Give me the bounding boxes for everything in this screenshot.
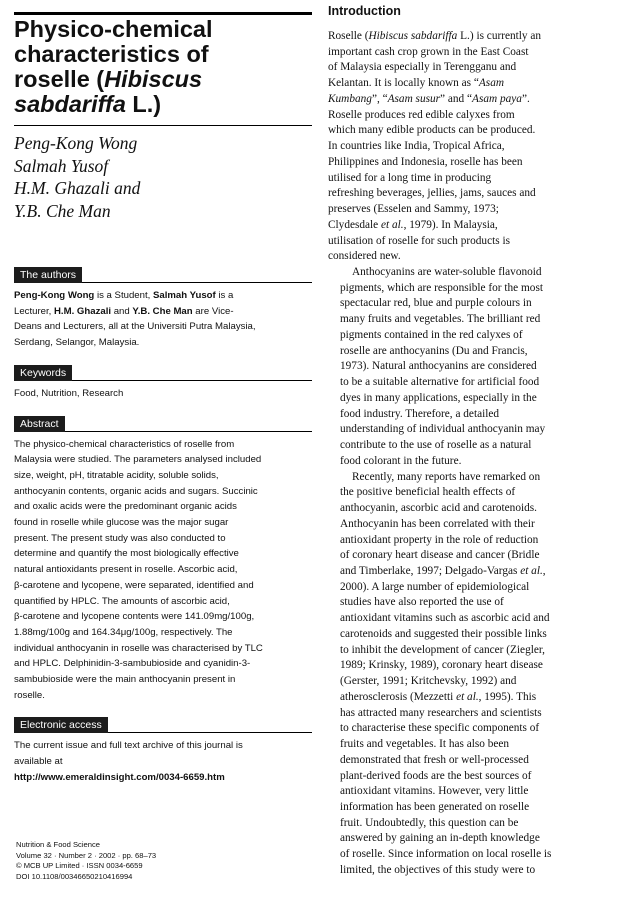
electronic-access-heading-bar (14, 717, 312, 733)
section-heading: Electronic access (14, 717, 108, 733)
abstract-line: β-carotene and lycopene, were separated, identified and (14, 579, 254, 591)
introduction-line: which many edible products can be produced. (328, 124, 536, 137)
article-title-block (14, 12, 312, 126)
introduction-line: and Timberlake, 1997; Delgado-Vargas et al., (340, 564, 546, 577)
introduction-line: dyes in many applications, especially in the (340, 391, 537, 404)
introduction-line: important cash crop grown in the East Coast (328, 45, 529, 58)
introduction-line: food colorant in the future. (340, 454, 462, 467)
introduction-line: many fruits and vegetables. The brilliant red (340, 313, 541, 326)
introduction-line: to be a suitable alternative for artificial food (340, 376, 540, 389)
introduction-line: considered new. (328, 250, 401, 263)
authors-bio-line: Lecturer, H.M. Ghazali and Y.B. Che Man are Vice- (14, 305, 234, 317)
introduction-line: limited, the objectives of this study were to (340, 863, 536, 876)
section-rule (82, 267, 312, 283)
journal-url-link[interactable]: http://www.emeraldinsight.com/0034-6659.htm (14, 771, 225, 783)
introduction-line: plant-derived foods are the best sources of (340, 769, 532, 782)
introduction-line: 1989; Krinsky, 1989), coronary heart disease (340, 659, 543, 672)
section-heading: The authors (14, 267, 82, 283)
section-rule (65, 416, 312, 432)
introduction-line: 1973). Natural anthocyanins are considered (340, 360, 537, 373)
left-column (14, 12, 312, 786)
introduction-line: fruit. Undoubtedly, this question can be (340, 816, 519, 829)
right-column (328, 4, 624, 879)
introduction-line: antioxidant property in the role of reduction (340, 533, 539, 546)
authors-bio-line: Serdang, Selangor, Malaysia. (14, 337, 140, 349)
introduction-line: carotenoids and suggested their possible links (340, 627, 547, 640)
introduction-line: preserves (Esselen and Sammy, 1973; (328, 203, 499, 216)
title-line: characteristics of (14, 41, 209, 67)
introduction-line: contribute to the use of roselle as a natural (340, 439, 532, 452)
abstract-text (14, 437, 312, 704)
introduction-line: atherosclerosis (Mezzetti et al., 1995). This (340, 690, 537, 703)
article-title (14, 17, 312, 117)
introduction-line: Anthocyanins are water-soluble flavonoid (352, 266, 542, 279)
introduction-line: the positive beneficial health effects of (340, 486, 516, 499)
author-name: H.M. Ghazali and (14, 178, 141, 198)
footer-line: Nutrition & Food Science (16, 840, 100, 849)
introduction-line: roselle are anthocyanins (Du and Francis, (340, 344, 528, 357)
title-line: Physico-chemical (14, 16, 213, 42)
footer-line: © MCB UP Limited · ISSN 0034-6659 (16, 861, 143, 870)
title-species-genus: Hibiscus (104, 66, 203, 92)
introduction-heading: Introduction (328, 4, 401, 18)
abstract-heading-bar (14, 416, 312, 432)
introduction-line: answered by gaining an in-depth knowledge (340, 832, 540, 845)
authors-bio-line: Peng-Kong Wong is a Student, Salmah Yusof is a (14, 290, 234, 301)
introduction-line: Philippines and Indonesia, roselle has been (328, 155, 523, 168)
introduction-line: food industry. Therefore, a detailed (340, 407, 500, 420)
abstract-line: individual anthocyanin in roselle was characterised by TLC (14, 642, 263, 654)
access-line: The current issue and full text archive of this journal is (14, 740, 243, 752)
footer-line: Volume 32 · Number 2 · 2002 · pp. 68–73 (16, 850, 157, 860)
abstract-line: sambubioside were the main anthocyanin present in (14, 674, 236, 686)
introduction-line: Kelantan. It is locally known as “Asam (328, 77, 505, 90)
introduction-line: antioxidant vitamins. However, very little (340, 785, 529, 798)
author-name: Salmah Yusof (14, 155, 109, 176)
authors-bio-line: Deans and Lecturers, all at the Universiti Putra Malaysia, (14, 321, 256, 333)
introduction-line: spectacular red, blue and purple colours in (340, 297, 532, 310)
introduction-line: pigments contained in the red calyxes of (340, 328, 523, 341)
introduction-line: utilisation of roselle for such products is (328, 234, 510, 247)
keywords-heading-bar (14, 365, 312, 381)
introduction-line: In countries like India, Tropical Africa, (328, 140, 505, 153)
introduction-line: (Gerster, 1991; Kritchevsky, 1992) and (340, 675, 517, 688)
introduction-line: of roselle. Since information on local roselle is (340, 848, 552, 861)
abstract-line: natural antioxidants present in roselle. Ascorbic acid, (14, 564, 238, 576)
section-rule (72, 365, 312, 381)
introduction-line: Recently, many reports have remarked on (352, 470, 541, 483)
introduction-line: Anthocyanin has been correlated with their (340, 517, 535, 530)
introduction-line: information has been generated on roselle (340, 800, 530, 813)
introduction-body (328, 29, 624, 879)
introduction-line: demonstrated that fresh or well-processed (340, 753, 529, 766)
title-line-part: L.) (125, 91, 162, 117)
introduction-line: of Malaysia especially in Terengganu and (328, 61, 517, 74)
introduction-line: pigments, which are responsible for the most (340, 281, 543, 294)
abstract-line: present. The present study was also conducted to (14, 532, 226, 544)
keywords-text: Food, Nutrition, Research (14, 387, 124, 399)
introduction-line: Roselle (Hibiscus sabdariffa L.) is currently an (328, 30, 542, 42)
section-heading: Keywords (14, 365, 72, 381)
introduction-line: antioxidant vitamins such as ascorbic acid and (340, 612, 550, 625)
author-name: Y.B. Che Man (14, 200, 111, 221)
introduction-line: of coronary heart disease and cancer (Bridle (340, 549, 540, 562)
the-authors-text (14, 288, 312, 351)
footer-line: DOI 10.1108/00346650210416994 (16, 871, 133, 881)
introduction-paragraph (328, 470, 624, 879)
access-line: available at (14, 756, 63, 768)
abstract-line: β-carotene and lycopene contents were 141.09mg/100g, (14, 611, 255, 623)
introduction-line: Roselle produces red edible calyxes from (328, 108, 515, 121)
electronic-access-text (14, 738, 312, 785)
introduction-line: anthocyanin, ascorbic acid and carotenoids. (340, 502, 537, 515)
abstract-line: Malaysia were studied. The parameters analysed included (14, 454, 262, 466)
introduction-line: utilised for a long time in producing (328, 171, 492, 184)
author-name: Peng-Kong Wong (14, 133, 138, 153)
abstract-line: and HPLC. Delphinidin-3-sambubioside and cyanidin-3- (14, 658, 251, 670)
the-authors-heading-bar (14, 267, 312, 283)
introduction-line: to characterise these specific components of (340, 722, 540, 735)
section-heading: Abstract (14, 416, 65, 432)
abstract-line: roselle. (14, 689, 45, 701)
title-line-part: roselle ( (14, 66, 105, 92)
introduction-line: studies have also reported the use of (340, 596, 504, 609)
introduction-line: refreshing beverages, jellies, jams, sauces and (328, 187, 536, 200)
introduction-paragraph (328, 29, 624, 265)
abstract-line: size, weight, pH, titratable acidity, soluble solids, (14, 469, 219, 481)
abstract-line: 1.88mg/100g and 164.34μg/100g, respectively. The (14, 626, 233, 638)
journal-citation-footer (16, 840, 156, 882)
introduction-line: 2000). A large number of epidemiological (340, 580, 530, 593)
section-rule (108, 717, 312, 733)
introduction-paragraph (328, 265, 624, 470)
title-species-epithet: sabdariffa (14, 91, 126, 117)
abstract-line: anthocyanin contents, organic acids and sugars. Succinic (14, 485, 258, 497)
introduction-line: Clydesdale et al., 1979). In Malaysia, (328, 218, 498, 231)
introduction-line: understanding of individual anthocyanin may (340, 423, 546, 436)
introduction-line: has attracted many researchers and scientists (340, 706, 542, 719)
author-list (14, 132, 312, 222)
introduction-line: to inhibit the development of cancer (Ziegler, (340, 643, 546, 656)
abstract-line: quantified by HPLC. The amounts of ascorbic acid, (14, 595, 230, 607)
abstract-line: and oxalic acids were the predominant organic acids (14, 501, 237, 513)
abstract-line: The physico-chemical characteristics of roselle from (14, 438, 235, 450)
introduction-line: Kumbang”, “Asam susur” and “Asam paya”. (328, 92, 530, 105)
introduction-line: fruits and vegetables. It has also been (340, 738, 510, 751)
abstract-line: determine and quantify the most biologically effective (14, 548, 239, 560)
abstract-line: found in roselle while glucose was the major sugar (14, 517, 229, 529)
title-divider (14, 125, 312, 126)
